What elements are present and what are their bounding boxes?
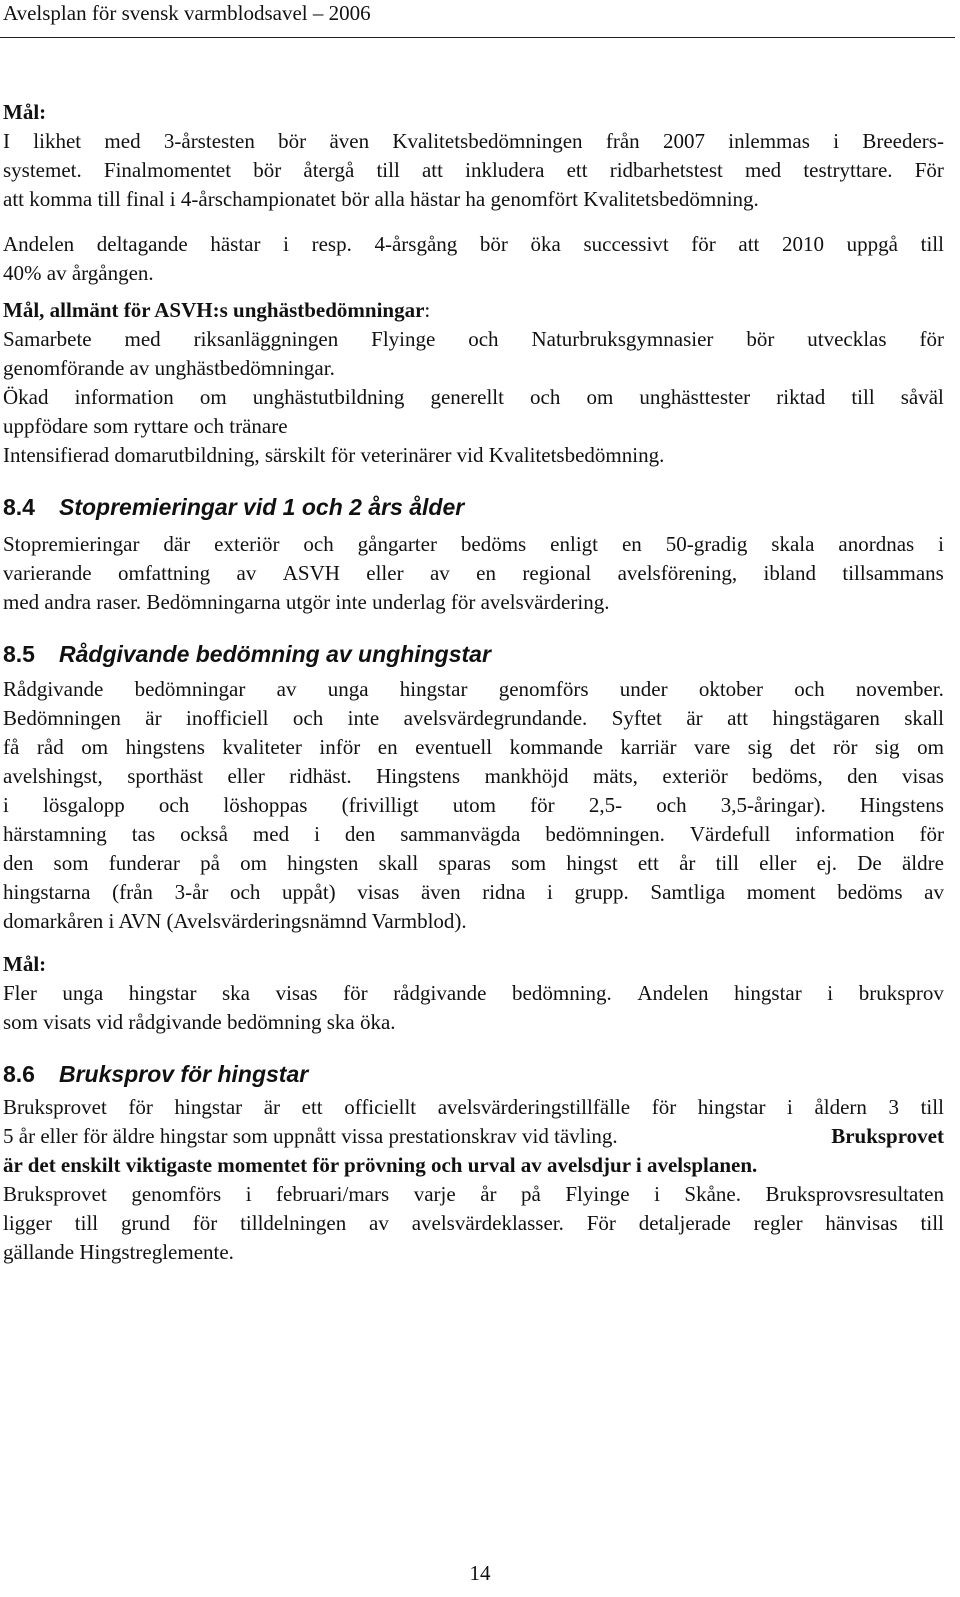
word: exteriör [214,532,280,556]
text-line [3,156,944,185]
word: riksanläggningen [193,327,339,351]
word: kommande [509,735,603,759]
word: eventuell [415,735,493,759]
text-line [3,791,944,820]
word: information [795,822,895,846]
word: rådgivande [393,981,487,1005]
word: ASVH [282,561,340,585]
spacer [3,936,944,950]
word: avelsvärdeklasser. [411,1211,564,1235]
word: Ökad [3,385,49,409]
word: regional [522,561,592,585]
word: under [619,677,668,701]
word: få [3,735,20,759]
word: av [236,561,257,585]
word: 4-årsgång [374,232,458,256]
word: åldern [814,1095,867,1119]
word: ett [301,1095,323,1119]
word: Finalmomentet [103,158,232,182]
word: utom [452,793,496,817]
text-run: Bruksprovet [831,1124,944,1148]
text-run: 5 år eller för äldre hingstar som uppnått vissa prestationskrav vid tävling. [3,1124,623,1148]
word: unghästtester [639,385,751,409]
word: om [240,851,267,875]
word: 2010 [782,232,825,256]
word: bruksprov [858,981,944,1005]
word: sig [747,735,773,759]
word: ligger [3,1211,52,1235]
word: om [917,735,944,759]
word: Andelen [3,232,75,256]
word: och [230,880,261,904]
word: som [53,851,89,875]
text-line: med andra raser. Bedömningarna utgör inte underlag för avelsvärdering. [3,590,610,614]
word: avelshingst, [3,764,103,788]
word: och [656,793,687,817]
word: den [847,764,878,788]
word: hingsten [287,851,359,875]
text-line: gällande Hingstreglemente. [3,1240,234,1264]
word: sig [875,735,900,759]
word: Fler [3,981,37,1005]
word: skall [378,851,419,875]
word: är [263,1095,281,1119]
word: om [81,735,109,759]
word: bör [278,129,307,153]
section-number: 8.5 [3,641,35,667]
word: mankhöjd [484,764,569,788]
header-rule [0,37,955,38]
word: visas [901,764,944,788]
word: Rådgivande [3,677,104,701]
word: och [303,532,334,556]
word: avelsvärderingstillfälle [437,1095,631,1119]
word: till [920,1211,944,1235]
word: likhet [33,129,82,153]
word: avelsvärdegrundande. [403,706,588,730]
text-run: : [424,298,431,322]
word: och [530,385,561,409]
text-line [3,762,944,791]
word: visas [275,981,318,1005]
word: Samtliga [650,880,726,904]
word: februari/mars [276,1182,390,1206]
word: att [738,232,760,256]
word: Värdefull [689,822,771,846]
text-line [3,733,944,762]
word: hästar [210,232,261,256]
word: Hingstens [376,764,461,788]
word: av [369,1211,389,1235]
word: inte [347,706,380,730]
text-line [3,530,944,559]
word: bedöms [837,880,903,904]
word: är [145,706,162,730]
word: november. [855,677,944,701]
word: inkludera [465,158,545,182]
word: unga [327,677,369,701]
section-title: Rådgivande bedömning av unghingstar [59,641,491,667]
text-line [3,1209,944,1238]
text-line: uppfödare som ryttare och tränare [3,414,288,438]
word: en [476,561,496,585]
text-line: domarkåren i AVN (Avelsvärderingsnämnd Varmblod). [3,909,467,933]
text-line [3,230,944,259]
text-line: genomförande av unghästbedömningar. [3,356,335,380]
word: hingst [566,851,618,875]
word: skall [904,706,944,730]
word: I [3,129,10,153]
word: (från [112,880,153,904]
goal-label: Mål: [3,100,47,124]
word: 50-gradig [665,532,748,556]
word: generellt [430,385,504,409]
word: bedöms, [752,764,823,788]
word: den [3,851,34,875]
word: år [480,1182,497,1206]
text-line [3,1093,944,1122]
word: Kvalitetsbedömningen [392,129,583,153]
word: till [74,1211,99,1235]
text-line: 40% av årgången. [3,261,154,285]
word: sparas [438,851,491,875]
word: Andelen [637,981,709,1005]
text-line [3,675,944,704]
word: successivt [583,232,669,256]
word: uppgå [846,232,898,256]
word: ibland [763,561,816,585]
word: hingstens [125,735,205,759]
word: hingstar [697,1095,766,1119]
word: för [691,232,716,256]
word: Stopremieringar [3,532,140,556]
word: Breeders- [862,129,944,153]
word: med [104,129,141,153]
word: ej. [816,851,838,875]
word: att [727,706,749,730]
word: grupp. [574,880,629,904]
word: mäts, [593,764,638,788]
word: det [789,735,816,759]
word: år [679,851,696,875]
word: för [651,1095,677,1119]
text-run: Mål, allmänt för ASVH:s unghästbedömningar [3,298,425,322]
word: bedöms [460,532,527,556]
section-heading [3,1057,944,1091]
word: enligt [550,532,598,556]
word: eller [759,851,797,875]
word: Bruksprovsresultaten [765,1182,944,1206]
word: tilldelningen [240,1211,347,1235]
section-title: Bruksprov för hingstar [59,1061,309,1087]
word: Naturbruksgymnasier [531,327,714,351]
word: i [245,1182,252,1206]
text-line: Intensifierad domarutbildning, särskilt för veterinärer vid Kvalitetsbedömning. [3,443,665,467]
word: för [919,327,944,351]
text-line: som visats vid rådgivande bedömning ska öka. [3,1010,396,1034]
spacer [3,1037,944,1057]
word: på [200,851,220,875]
word: resp. [311,232,352,256]
word: för [128,1095,153,1119]
word: deltagande [96,232,188,256]
word: 3-årstesten [163,129,255,153]
section-number: 8.6 [3,1061,35,1087]
word: exteriör [662,764,728,788]
text-line [3,383,944,412]
word: för [343,981,368,1005]
text-line [3,127,944,156]
word: äldre [901,851,944,875]
word: Flyinge [565,1182,630,1206]
word: ska [222,981,250,1005]
word: ridbarhetstest [609,158,723,182]
word: avelsförening, [617,561,738,585]
word: gångarter [357,532,437,556]
word: hingstarna [3,880,91,904]
word: där [163,532,191,556]
word: från [605,129,640,153]
word: till [715,851,739,875]
word: på [521,1182,541,1206]
text-line [3,1180,944,1209]
word: bör [479,232,508,256]
spacer [3,288,944,296]
word: till [920,1095,944,1119]
word: hingstar [399,677,468,701]
word: Bruksprovet [3,1095,107,1119]
word: löshoppas [223,793,308,817]
word: 2007 [662,129,705,153]
word: anordnas [838,532,915,556]
word: i [283,232,289,256]
word: grund [120,1211,170,1235]
word: unghästutbildning [252,385,405,409]
word: ridhäst. [289,764,352,788]
text-line: att komma till final i 4-årschampionatet bör alla hästar ha genomfört Kvalitetsbedömning. [3,187,759,211]
word: och [292,706,324,730]
word: i [833,129,840,153]
word: hänvisas [825,1211,898,1235]
word: härstamning [3,822,107,846]
word: varierande [3,561,92,585]
word: De [857,851,882,875]
word: rör [832,735,858,759]
word: Bruksprovet [3,1182,107,1206]
text-line [3,979,944,1008]
word: bör [253,158,282,182]
word: kvaliteter [222,735,302,759]
spacer [3,470,944,490]
word: funderar [108,851,180,875]
word: testryttare. [803,158,893,182]
word: bör [746,327,775,351]
text-line [3,820,944,849]
word: regler [753,1211,803,1235]
word: också [180,822,228,846]
word: med [745,158,782,182]
word: av [276,677,297,701]
word: råd [36,735,64,759]
word: riktad [776,385,826,409]
word: Hingstens [859,793,944,817]
word: för [530,793,555,817]
spacer [3,214,944,230]
text-line [3,849,944,878]
word: av [924,880,944,904]
word: eller [366,561,404,585]
word: av [429,561,450,585]
word: 3-år [174,880,209,904]
word: hingstar [734,981,802,1005]
word: inlemmas [728,129,810,153]
word: återgå [303,158,355,182]
word: Syftet [611,706,662,730]
text-line [3,878,944,907]
word: med [124,327,161,351]
word: Skåne. [684,1182,741,1206]
word: för [192,1211,218,1235]
word: en [621,532,642,556]
section-heading [3,490,944,524]
word: den [344,822,376,846]
word: officiellt [344,1095,417,1119]
word: eller [227,764,265,788]
word: vare [694,735,731,759]
word: moment [746,880,816,904]
body-text [3,98,944,1267]
word: i [314,822,320,846]
word: en [377,735,398,759]
word: uppåt) [282,880,336,904]
text-line [3,325,944,354]
word: i [787,1095,793,1119]
word: öka [530,232,561,256]
goal-label: Mål: [3,952,47,976]
word: bedömningen. [545,822,665,846]
word: genomförs [498,677,589,701]
word: om [586,385,614,409]
word: och [158,793,190,817]
section-number: 8.4 [3,494,35,520]
word: i [3,793,9,817]
word: För [914,158,944,182]
word: till [376,158,400,182]
word: hingstägaren [772,706,880,730]
word: oktober [698,677,763,701]
word: omfattning [117,561,211,585]
word: i [827,981,834,1005]
word: såväl [900,385,944,409]
word: tillsammans [842,561,944,585]
word: är [686,706,703,730]
word: till [920,232,944,256]
word: ett [566,158,588,182]
word: som [511,851,547,875]
word: i [654,1182,660,1206]
section-title: Stopremieringar vid 1 och 2 års ålder [59,494,465,520]
word: sporthäst [127,764,204,788]
word: bedömning. [512,981,612,1005]
text-line: är det enskilt viktigaste momentet för prövning och urval av avelsdjur i avelsplanen. [3,1153,758,1177]
word: 2,5- [588,793,623,817]
page-number: 14 [469,1561,491,1585]
text-line [3,296,944,325]
word: ridna [482,880,526,904]
word: hingstar [128,981,197,1005]
word: tas [131,822,156,846]
word: unga [62,981,104,1005]
word: 3 [888,1095,900,1119]
word: information [74,385,174,409]
text-line [3,559,944,588]
word: skala [771,532,815,556]
word: utvecklas [807,327,887,351]
word: och [468,327,499,351]
word: bedömningar [134,677,246,701]
spacer [3,617,944,637]
word: För [586,1211,616,1235]
word: om [199,385,227,409]
running-header: Avelsplan för svensk varmblodsavel – 2006 [3,1,371,25]
text-line [3,1122,944,1151]
word: även [420,880,461,904]
word: Flyinge [371,327,436,351]
word: Bedömningen [3,706,121,730]
word: inofficiell [186,706,269,730]
word: med [252,822,290,846]
word: ett [637,851,659,875]
word: visas [357,880,400,904]
section-heading [3,637,944,671]
word: 3,5-åringar). [720,793,826,817]
word: hingstar [174,1095,243,1119]
word: detaljerade [638,1211,731,1235]
word: inför [319,735,361,759]
word: i [938,532,944,556]
word: och [794,677,825,701]
word: att [421,158,443,182]
word: till [851,385,875,409]
word: i [547,880,553,904]
word: lösgalopp [43,793,125,817]
word: sammanvägda [400,822,521,846]
text-line [3,704,944,733]
word: systemet. [3,158,82,182]
word: även [329,129,370,153]
word: karriär [620,735,677,759]
word: varje [413,1182,456,1206]
word: (frivilligt [341,793,419,817]
word: för [919,822,944,846]
word: Samarbete [3,327,92,351]
word: genomförs [131,1182,222,1206]
